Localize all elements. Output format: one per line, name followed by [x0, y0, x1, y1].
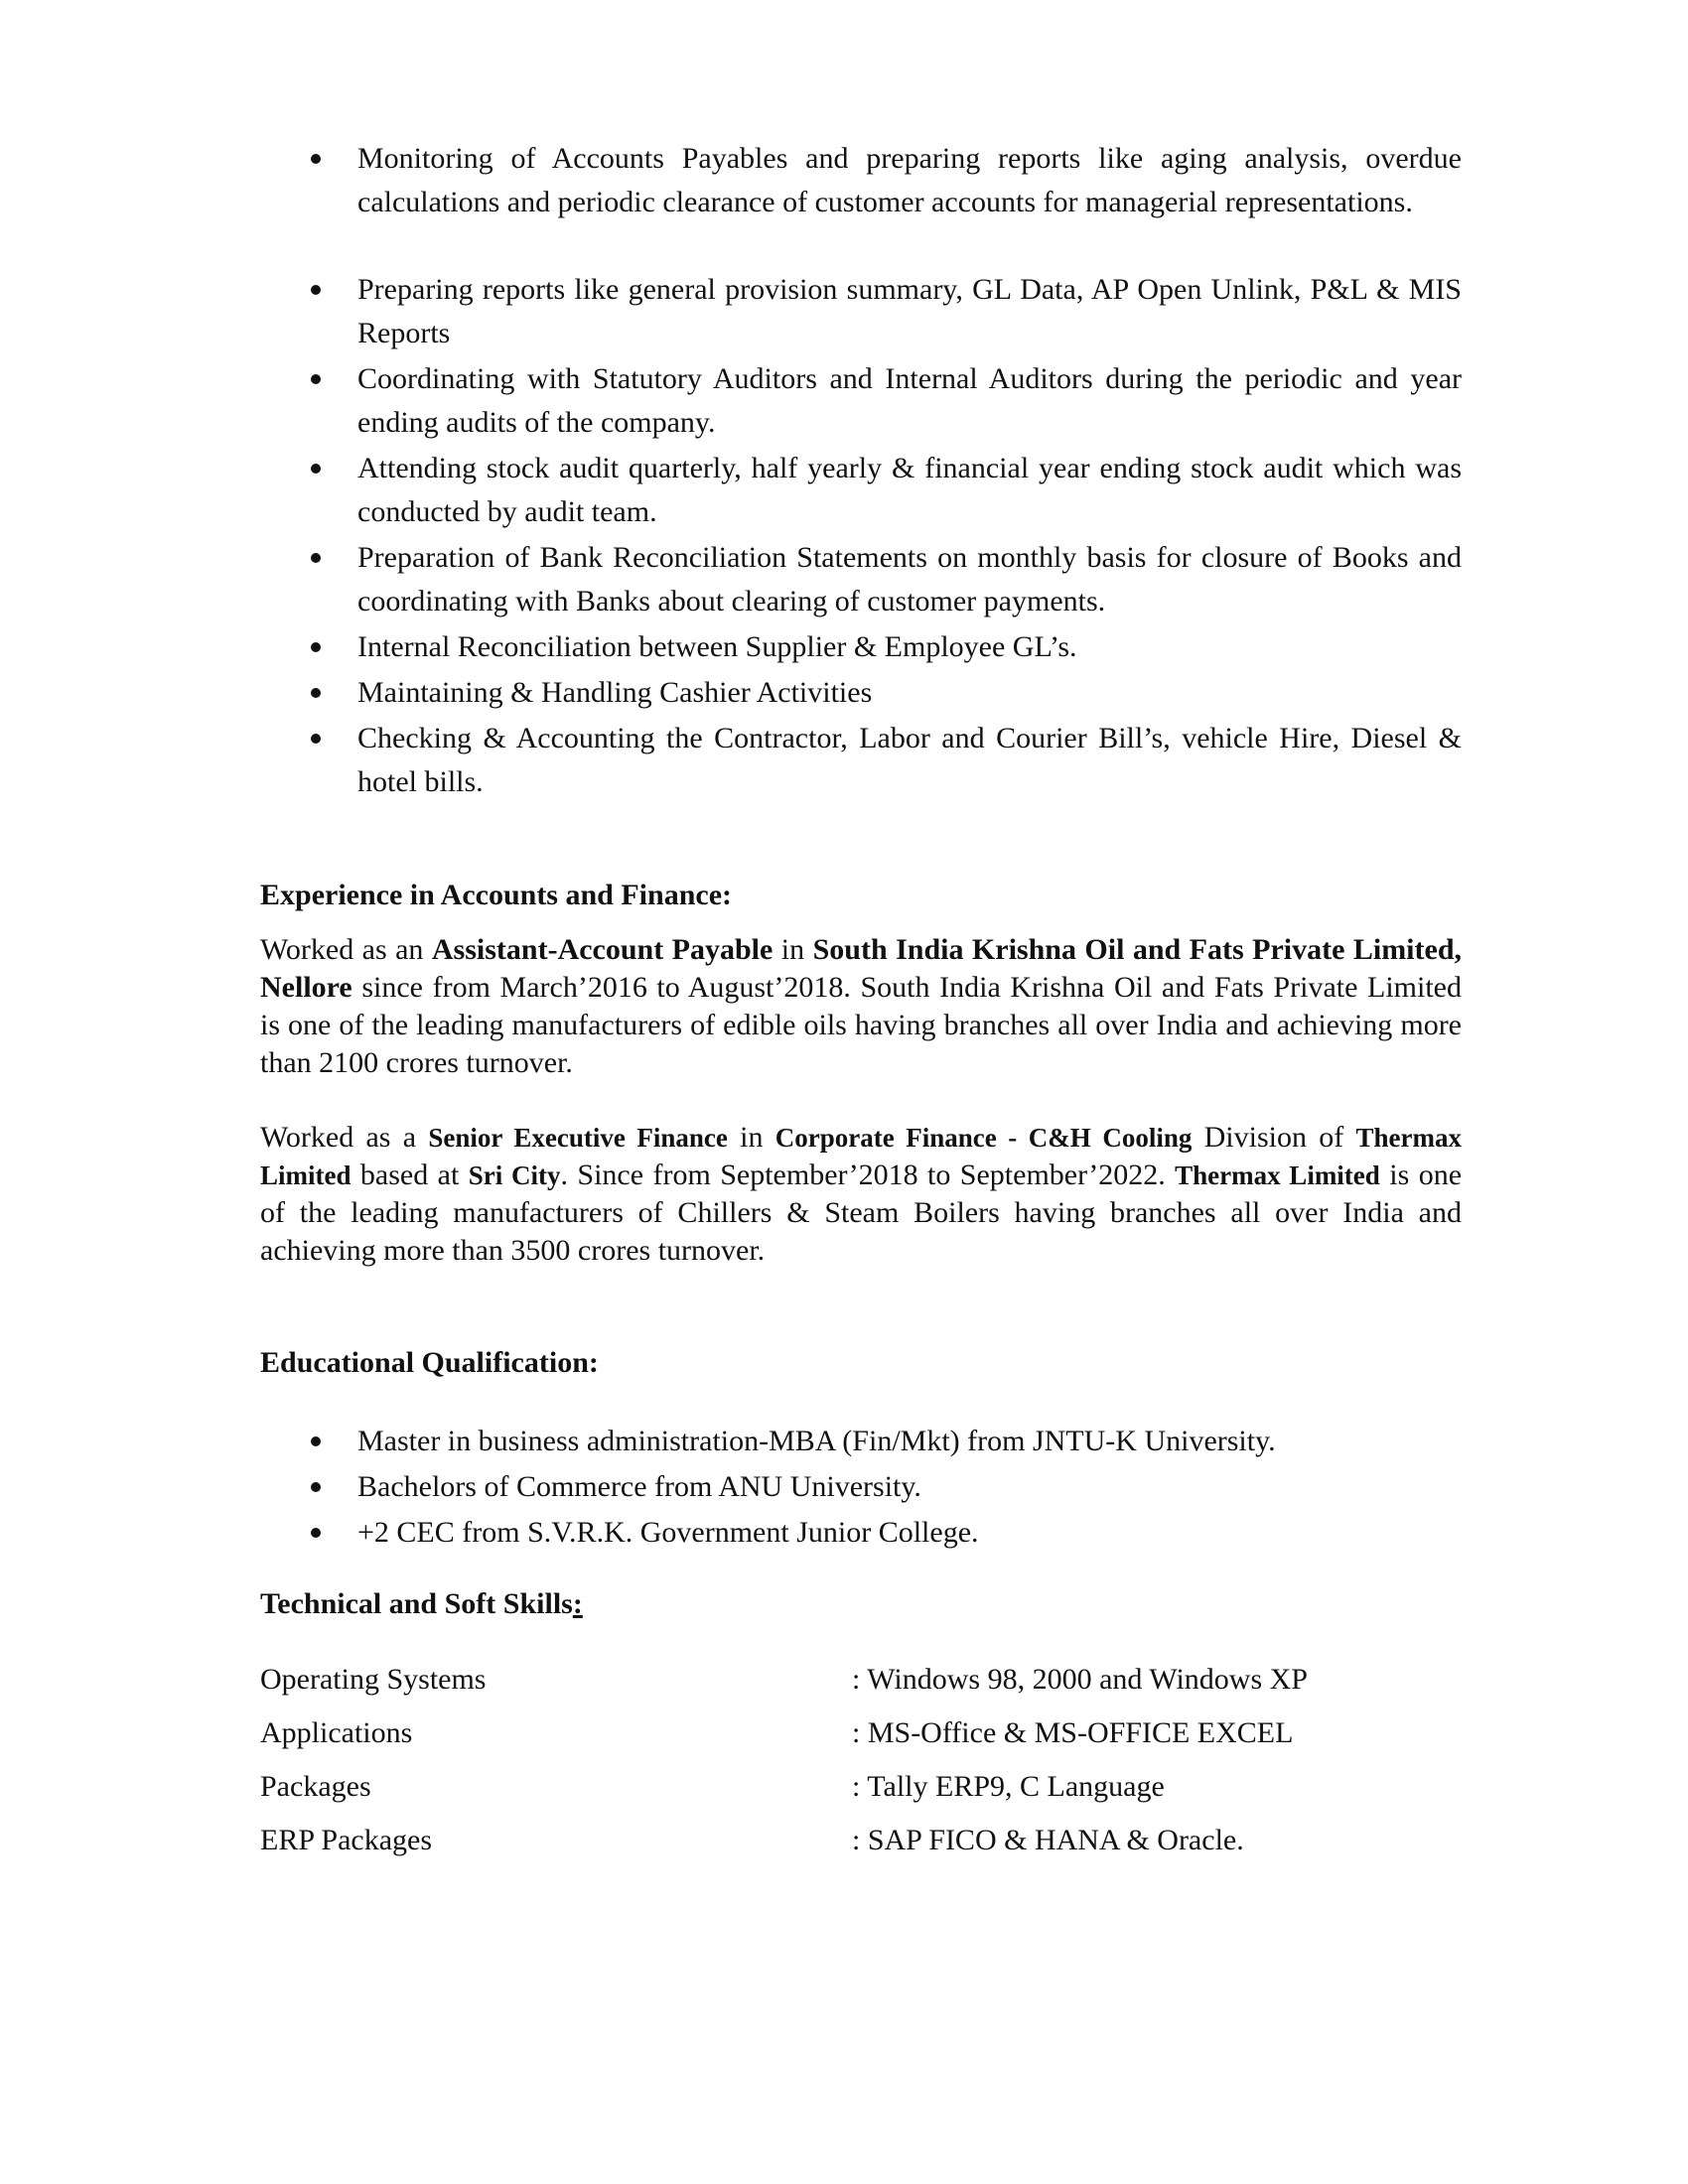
experience-heading: Experience in Accounts and Finance: [260, 879, 733, 911]
bullet-icon [311, 1436, 321, 1446]
skills-heading-colon: : [572, 1587, 583, 1620]
duty-text: Attending stock audit quarterly, half yearly & financial year ending stock audit which was conducted by audit team. [357, 452, 1462, 528]
duty-text: Monitoring of Accounts Payables and preparing reports like aging analysis, overdue calculations and periodic clearance of customer accounts for managerial representations. [357, 142, 1462, 218]
text: . Since from September’2018 to September’2022. [560, 1159, 1176, 1191]
bullet-icon [311, 1482, 321, 1492]
skill-row [0, 1821, 1688, 1860]
skill-value: : SAP FICO & HANA & Oracle. [852, 1824, 1244, 1856]
job-role: Senior Executive Finance [428, 1123, 728, 1153]
duty-text: Coordinating with Statutory Auditors and Internal Auditors during the periodic and year ending audits of the company. [357, 362, 1462, 439]
skill-value: : MS-Office & MS-OFFICE EXCEL [852, 1716, 1294, 1749]
bullet-icon [311, 285, 321, 295]
skill-row [0, 1660, 1688, 1700]
duty-text: Checking & Accounting the Contractor, Labor and Courier Bill’s, vehicle Hire, Diesel & hotel bills. [357, 722, 1462, 798]
skill-row [0, 1713, 1688, 1753]
text: based at [351, 1159, 469, 1191]
company-name: Thermax Limited [1175, 1160, 1380, 1190]
duty-text: Maintaining & Handling Cashier Activities [357, 676, 873, 709]
skills-heading-text: Technical and Soft Skills [260, 1587, 573, 1620]
text: Worked as a [260, 1121, 429, 1154]
experience-paragraph-1 [260, 931, 1462, 1082]
bullet-icon [311, 1528, 321, 1538]
bullet-icon [311, 734, 321, 744]
duty-text: Preparation of Bank Reconciliation Statements on monthly basis for closure of Books and coordinating with Banks about clearing of customer payments. [357, 541, 1462, 617]
text: Worked as an [260, 933, 432, 966]
bullet-icon [311, 642, 321, 652]
bullet-icon [311, 688, 321, 698]
text: is one of the leading manufacturers of Chillers & Steam Boilers having branches all over India and achieving more than 3500 crores turnover. [260, 1159, 1463, 1267]
location: Sri City [468, 1160, 561, 1190]
skill-label: Applications [260, 1716, 413, 1749]
education-text: +2 CEC from S.V.R.K. Government Junior College. [357, 1516, 979, 1549]
company-name: Thermax Limited [260, 1123, 1462, 1190]
duty-text: Internal Reconciliation between Supplier & Employee GL’s. [357, 630, 1077, 663]
education-text: Master in business administration-MBA (Fin/Mkt) from JNTU-K University. [357, 1425, 1276, 1457]
bullet-icon [311, 154, 321, 164]
skill-label: ERP Packages [260, 1824, 433, 1856]
skill-label: Operating Systems [260, 1663, 487, 1696]
division-name: Corporate Finance - C&H Cooling [774, 1123, 1193, 1153]
education-text: Bachelors of Commerce from ANU University. [357, 1470, 921, 1503]
skill-value: : Tally ERP9, C Language [852, 1770, 1165, 1803]
skill-label: Packages [260, 1770, 371, 1803]
text: Division of [1192, 1121, 1356, 1154]
company-name: South India Krishna Oil and Fats Private Limited, Nellore [260, 933, 1463, 1004]
skill-value: : Windows 98, 2000 and Windows XP [852, 1663, 1308, 1696]
bullet-icon [311, 464, 321, 474]
skill-row [0, 1767, 1688, 1807]
experience-paragraph-2 [260, 1119, 1462, 1270]
education-heading: Educational Qualification: [260, 1346, 599, 1379]
text: since from March’2016 to August’2018. South India Krishna Oil and Fats Private Limited is one of the leading manufacturers of edible oils having branches all over India and achieving more than 2100 crores turnover. [260, 971, 1462, 1079]
text: in [727, 1121, 775, 1154]
skills-heading [260, 1586, 583, 1622]
bullet-icon [311, 553, 321, 563]
duty-text: Preparing reports like general provision summary, GL Data, AP Open Unlink, P&L & MIS Reports [357, 273, 1462, 349]
text: in [773, 933, 813, 966]
bullet-icon [311, 374, 321, 384]
job-role: Assistant-Account Payable [431, 933, 774, 966]
